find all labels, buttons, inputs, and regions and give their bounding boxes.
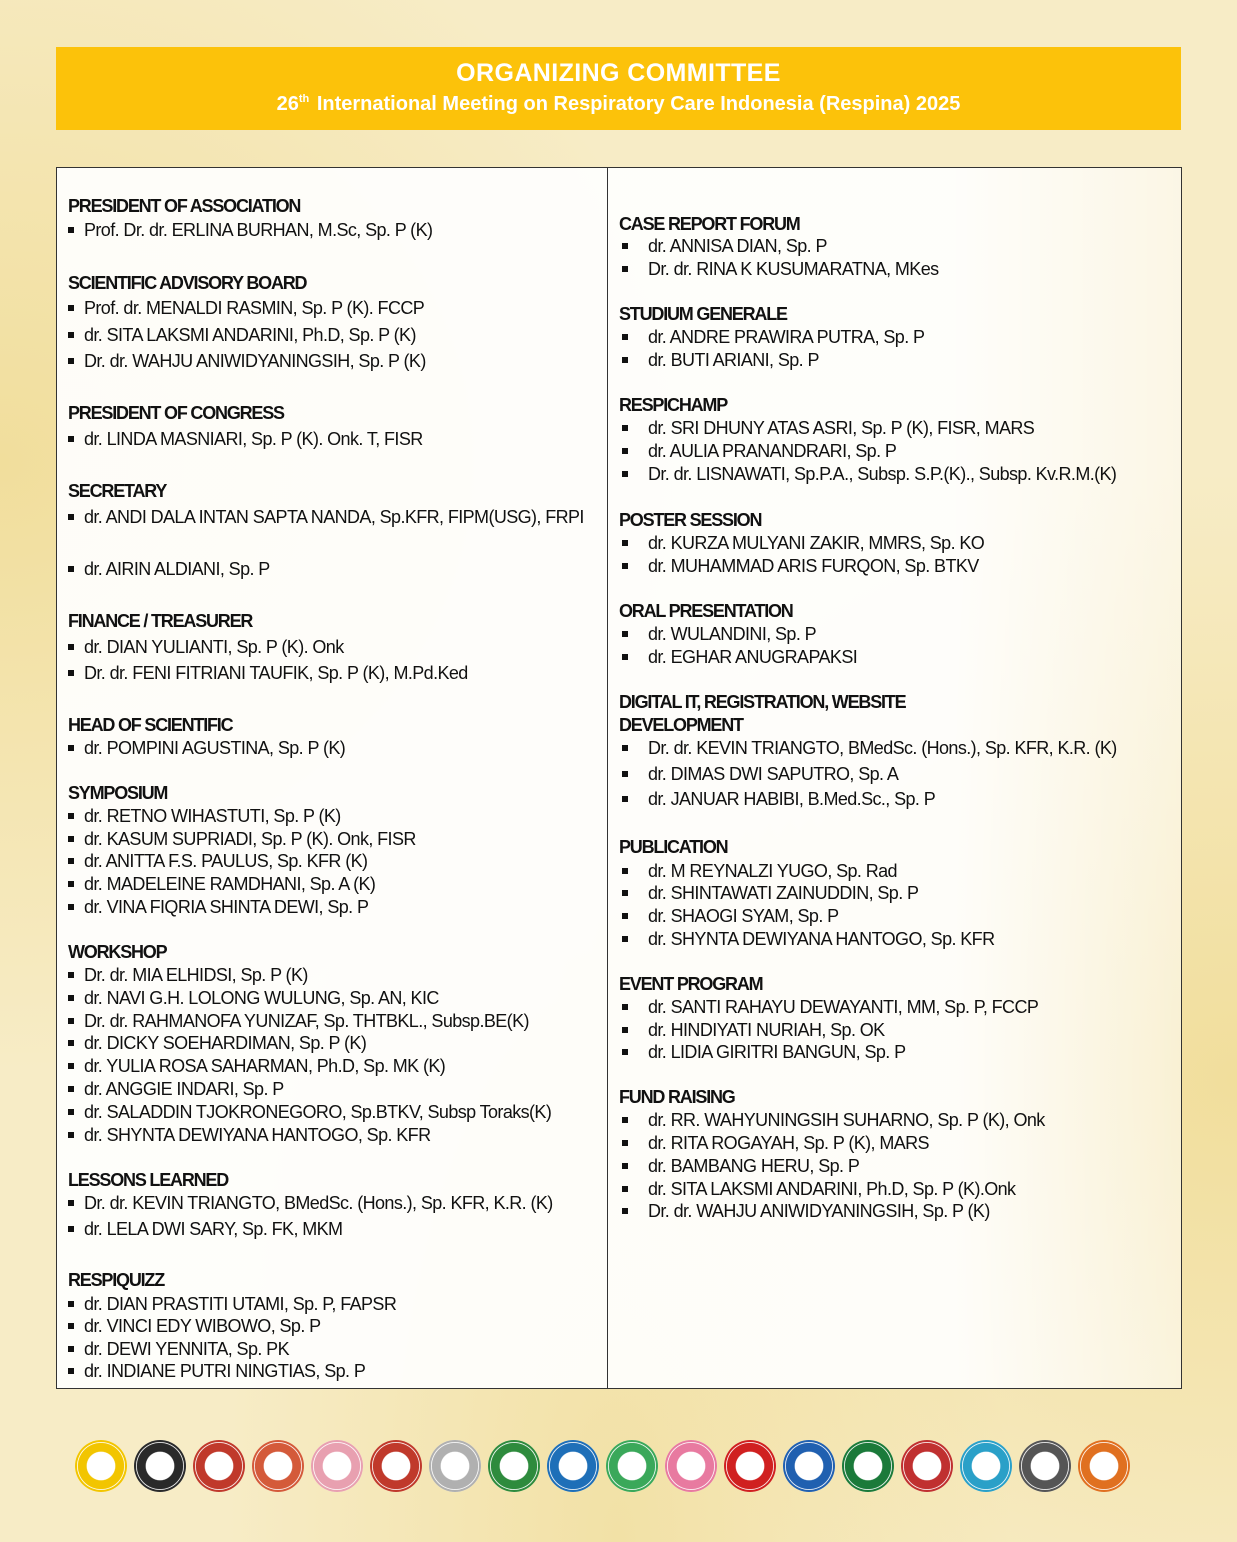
bullet-icon [622,448,628,454]
member-name: dr. MUHAMMAD ARIS FURQON, Sp. BTKV [648,556,979,576]
member-item [619,764,898,785]
bullet-icon [622,868,628,874]
bullet-icon [68,1018,74,1024]
member-item [68,965,308,986]
section-heading: PRESIDENT OF CONGRESS [68,403,284,423]
member-name: Dr. dr. RINA K KUSUMARATNA, MKes [648,259,939,279]
bullet-icon [68,358,74,364]
bullet-icon [622,796,628,802]
subtitle-number: 26 [276,93,299,115]
member-item [619,789,935,810]
member-item [68,988,439,1009]
member-name: dr. DEWI YENNITA, Sp. PK [84,1339,289,1359]
bullet-icon [622,1027,628,1033]
member-item [619,259,939,280]
bullet-icon [68,1040,74,1046]
section-heading: POSTER SESSION [619,510,762,530]
member-name: dr. ANDI DALA INTAN SAPTA NANDA, Sp.KFR, FIPM(USG), FRPI [84,507,584,527]
bullet-icon [622,936,628,942]
member-item [68,851,367,872]
member-name: dr. HINDIYATI NURIAH, Sp. OK [648,1020,885,1040]
member-item [68,1102,551,1123]
member-item [619,647,857,668]
bullet-icon [622,334,628,340]
member-item [619,327,924,348]
member-name: dr. YULIA ROSA SAHARMAN, Ph.D, Sp. MK (K) [84,1056,446,1076]
organization-logo-icon [75,1440,127,1492]
member-item [619,464,1116,485]
bullet-icon [68,514,74,520]
section-heading: FUND RAISING [619,1087,735,1107]
bullet-icon [622,425,628,431]
member-name: Prof. Dr. dr. ERLINA BURHAN, M.Sc, Sp. P (K) [84,220,433,240]
bullet-icon [68,644,74,650]
section-heading: SCIENTIFIC ADVISORY BOARD [68,273,307,293]
section-heading: LESSONS LEARNED [68,1170,229,1190]
member-item [68,1033,366,1054]
section-heading: EVENT PROGRAM [619,974,763,994]
section-heading: HEAD OF SCIENTIFIC [68,715,233,735]
member-name: dr. SHYNTA DEWIYANA HANTOGO, Sp. KFR [648,929,995,949]
bullet-icon [68,813,74,819]
organization-logo-icon [842,1440,894,1492]
member-item [619,929,994,950]
member-item [68,298,424,319]
bullet-icon [622,357,628,363]
organization-logo-icon [665,1440,717,1492]
member-name: dr. AIRIN ALDIANI, Sp. P [84,559,270,579]
member-item [619,906,839,927]
member-name: Dr. dr. WAHJU ANIWIDYANINGSIH, Sp. P (K) [648,1201,990,1221]
bullet-icon [68,1346,74,1352]
section-heading-line2: DEVELOPMENT [619,715,743,735]
member-name: dr. LINDA MASNIARI, Sp. P (K). Onk. T, FISR [84,429,423,449]
bullet-icon [622,890,628,896]
member-item [68,559,270,580]
member-item [68,637,344,658]
organization-logo-icon [901,1440,953,1492]
member-item [68,897,368,918]
section-heading: RESPICHAMP [619,395,728,415]
bullet-icon [68,995,74,1001]
member-item [619,1156,859,1177]
member-name: dr. DICKY SOEHARDIMAN, Sp. P (K) [84,1033,367,1053]
member-name: dr. SRI DHUNY ATAS ASRI, Sp. P (K), FISR, MARS [648,418,1035,438]
member-name: Dr. dr. FENI FITRIANI TAUFIK, Sp. P (K), M.Pd.Ked [84,663,468,683]
member-name: dr. AULIA PRANANDRARI, Sp. P [648,441,897,461]
bullet-icon [622,631,628,637]
member-item [68,325,416,346]
member-item [68,429,423,450]
member-item [68,806,341,827]
member-name: Dr. dr. KEVIN TRIANGTO, BMedSc. (Hons.), Sp. KFR, K.R. (K) [648,738,1117,758]
member-name: dr. JANUAR HABIBI, B.Med.Sc., Sp. P [648,789,936,809]
member-item [68,1079,284,1100]
member-name: dr. SITA LAKSMI ANDARINI, Ph.D, Sp. P (K) [84,325,416,345]
subtitle-text: International Meeting on Respiratory Care Indonesia (Respina) 2025 [316,93,961,115]
bullet-icon [622,1049,628,1055]
member-name: dr. POMPINI AGUSTINA, Sp. P (K) [84,738,346,758]
section-heading: PUBLICATION [619,837,728,857]
bullet-icon [68,1086,74,1092]
member-name: dr. RETNO WIHASTUTI, Sp. P (K) [84,806,341,826]
organization-logo-icon [488,1440,540,1492]
member-name: dr. INDIANE PUTRI NINGTIAS, Sp. P [84,1361,366,1381]
bullet-icon [68,436,74,442]
page-subtitle [56,93,1181,116]
member-name: dr. SHAOGI SYAM, Sp. P [648,906,839,926]
member-item [619,1201,990,1222]
bullet-icon [622,266,628,272]
organization-logo-icon [252,1440,304,1492]
section-heading: SECRETARY [68,481,167,501]
bullet-icon [68,1368,74,1374]
member-item [68,1294,396,1315]
member-item [619,624,816,645]
bullet-icon [622,1186,628,1192]
member-item [619,418,1034,439]
member-name: dr. WULANDINI, Sp. P [648,624,817,644]
bullet-icon [622,471,628,477]
member-name: dr. EGHAR ANUGRAPAKSI [648,647,858,667]
member-item [68,874,375,895]
member-item [619,1179,1015,1200]
member-name: Dr. dr. LISNAWATI, Sp.P.A., Subsp. S.P.(K)., Subsp. Kv.R.M.(K) [648,464,1117,484]
bullet-icon [622,243,628,249]
member-item [619,861,897,882]
header-banner [56,47,1181,130]
member-item [68,1361,365,1382]
member-name: Dr. dr. KEVIN TRIANGTO, BMedSc. (Hons.), Sp. KFR, K.R. (K) [84,1193,553,1213]
bullet-icon [68,858,74,864]
bullet-icon [68,881,74,887]
section-heading: CASE REPORT FORUM [619,214,800,234]
member-item [68,1125,430,1146]
member-item [619,556,979,577]
section-heading: STUDIUM GENERALE [619,304,787,324]
member-item [68,507,608,528]
member-name: dr. ANNISA DIAN, Sp. P [648,236,827,256]
member-name: dr. ANGGIE INDARI, Sp. P [84,1079,284,1099]
bullet-icon [68,836,74,842]
bullet-icon [622,771,628,777]
bullet-icon [622,1208,628,1214]
bullet-icon [68,1226,74,1232]
member-name: Dr. dr. WAHJU ANIWIDYANINGSIH, Sp. P (K) [84,351,426,371]
member-name: dr. SHINTAWATI ZAINUDDIN, Sp. P [648,883,919,903]
member-item [619,1133,929,1154]
organization-logo-icon [370,1440,422,1492]
bullet-icon [622,1163,628,1169]
bullet-icon [622,913,628,919]
organization-logo-icon [1078,1440,1130,1492]
bullet-icon [622,745,628,751]
bullet-icon [68,227,74,233]
bullet-icon [68,566,74,572]
bullet-icon [68,745,74,751]
member-name: dr. LIDIA GIRITRI BANGUN, Sp. P [648,1042,906,1062]
bullet-icon [622,1117,628,1123]
organization-logo-icon [429,1440,481,1492]
member-name: dr. ANITTA F.S. PAULUS, Sp. KFR (K) [84,851,368,871]
member-item [619,1042,905,1063]
section-heading: DIGITAL IT, REGISTRATION, WEBSITE [619,692,906,712]
member-item [619,236,827,257]
member-item [68,351,426,372]
member-item [68,829,416,850]
column-divider [607,168,608,1388]
bullet-icon [68,332,74,338]
organization-logo-icon [1019,1440,1071,1492]
member-item [619,1020,885,1041]
bullet-icon [68,1200,74,1206]
page-title: ORGANIZING COMMITTEE [456,59,781,87]
member-name: dr. LELA DWI SARY, Sp. FK, MKM [84,1219,343,1239]
bullet-icon [68,670,74,676]
bullet-icon [68,1301,74,1307]
member-name: Dr. dr. MIA ELHIDSI, Sp. P (K) [84,965,308,985]
member-name: Prof. dr. MENALDI RASMIN, Sp. P (K). FCCP [84,298,425,318]
organization-logo-icon [960,1440,1012,1492]
member-name: dr. VINA FIQRIA SHINTA DEWI, Sp. P [84,897,369,917]
member-name: dr. RR. WAHYUNINGSIH SUHARNO, Sp. P (K), Onk [648,1110,1045,1130]
section-heading: PRESIDENT OF ASSOCIATION [68,196,301,216]
member-item [68,1219,342,1240]
member-name: dr. SALADDIN TJOKRONEGORO, Sp.BTKV, Subsp Toraks(K) [84,1102,552,1122]
member-item [68,1011,529,1032]
member-item [619,1110,1045,1131]
member-name: dr. DIMAS DWI SAPUTRO, Sp. A [648,764,899,784]
sponsor-logos [75,1440,1165,1498]
bullet-icon [68,904,74,910]
member-name: dr. KASUM SUPRIADI, Sp. P (K). Onk, FISR [84,829,416,849]
section-heading: RESPIQUIZZ [68,1270,165,1290]
member-item [619,997,1038,1018]
member-name: dr. ANDRE PRAWIRA PUTRA, Sp. P [648,327,925,347]
section-heading: FINANCE / TREASURER [68,611,253,631]
section-heading: ORAL PRESENTATION [619,601,793,621]
organization-logo-icon [783,1440,835,1492]
member-item [68,738,345,759]
member-name: dr. BAMBANG HERU, Sp. P [648,1156,860,1176]
member-name: dr. SANTI RAHAYU DEWAYANTI, MM, Sp. P, FCCP [648,997,1039,1017]
section-heading: SYMPOSIUM [68,783,168,803]
member-name: dr. RITA ROGAYAH, Sp. P (K), MARS [648,1133,929,1153]
member-item [619,441,896,462]
member-item [68,1339,289,1360]
bullet-icon [68,1063,74,1069]
organization-logo-icon [547,1440,599,1492]
bullet-icon [622,540,628,546]
bullet-icon [68,1132,74,1138]
bullet-icon [622,1004,628,1010]
member-name: Dr. dr. RAHMANOFA YUNIZAF, Sp. THTBKL., Subsp.BE(K) [84,1011,529,1031]
member-item [68,663,468,684]
bullet-icon [622,654,628,660]
member-name: dr. DIAN PRASTITI UTAMI, Sp. P, FAPSR [84,1294,397,1314]
member-name: dr. BUTI ARIANI, Sp. P [648,350,819,370]
member-name: dr. SHYNTA DEWIYANA HANTOGO, Sp. KFR [84,1125,431,1145]
member-item [68,1056,445,1077]
member-name: dr. NAVI G.H. LOLONG WULUNG, Sp. AN, KIC [84,988,439,1008]
member-item [68,1193,553,1214]
organization-logo-icon [724,1440,776,1492]
organization-logo-icon [606,1440,658,1492]
bullet-icon [68,972,74,978]
member-item [68,1316,321,1337]
committee-panel [56,167,1182,1389]
member-name: dr. DIAN YULIANTI, Sp. P (K). Onk [84,637,344,657]
member-item [619,883,918,904]
member-name: dr. MADELEINE RAMDHANI, Sp. A (K) [84,874,376,894]
member-name: dr. SITA LAKSMI ANDARINI, Ph.D, Sp. P (K).Onk [648,1179,1016,1199]
member-item [619,350,819,371]
bullet-icon [68,1323,74,1329]
member-name: dr. M REYNALZI YUGO, Sp. Rad [648,861,897,881]
organization-logo-icon [193,1440,245,1492]
member-item [68,220,432,241]
bullet-icon [68,305,74,311]
member-name: dr. VINCI EDY WIBOWO, Sp. P [84,1316,321,1336]
section-heading: WORKSHOP [68,942,167,962]
bullet-icon [68,1109,74,1115]
organization-logo-icon [134,1440,186,1492]
organization-logo-icon [311,1440,363,1492]
member-item [619,533,984,554]
bullet-icon [622,1140,628,1146]
bullet-icon [622,563,628,569]
subtitle-superscript: th [298,93,310,105]
member-name: dr. KURZA MULYANI ZAKIR, MMRS, Sp. KO [648,533,985,553]
member-item [619,738,1117,759]
